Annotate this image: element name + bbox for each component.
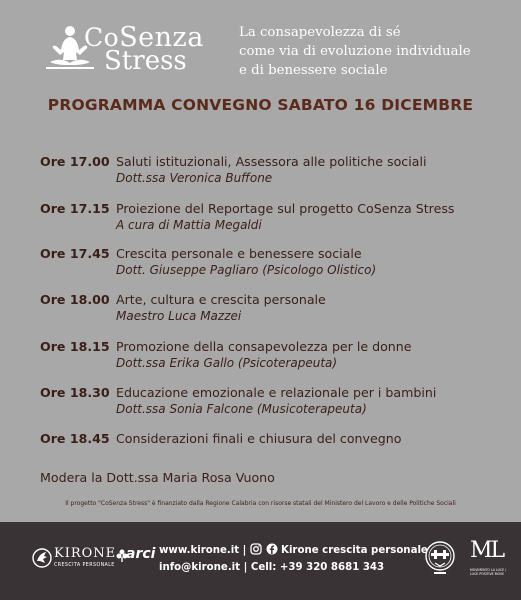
schedule-time: Ore 17.00 bbox=[40, 154, 110, 169]
tagline-line: e di benessere sociale bbox=[239, 63, 388, 78]
schedule-title: Considerazioni finali e chiusura del convegno bbox=[116, 431, 402, 446]
centaur-icon bbox=[32, 547, 52, 569]
schedule-speaker: Dott.ssa Veronica Buffone bbox=[116, 171, 273, 185]
facebook-icon[interactable] bbox=[266, 543, 278, 555]
schedule-title: Proiezione del Reportage sul progetto CoSenza Stress bbox=[116, 201, 455, 216]
header bbox=[0, 0, 521, 90]
schedule-title: Saluti istituzionali, Assessora alle politiche sociali bbox=[116, 154, 427, 169]
social-handle[interactable]: Kirone crescita personale bbox=[281, 545, 428, 556]
tagline-line: La consapevolezza di sé bbox=[239, 25, 401, 40]
kirone-subtitle: CRESCITA PERSONALE bbox=[54, 563, 115, 568]
footer bbox=[0, 522, 521, 600]
ml-logo bbox=[470, 538, 510, 584]
schedule-time: Ore 18.45 bbox=[40, 431, 110, 446]
funding-note: Il progetto "CoSenza Stress" è finanziato dalla Regione Calabria con risorse statali del Ministero del Lavoro e delle Politiche Sociali bbox=[65, 500, 456, 507]
schedule-speaker: A cura di Mattia Megaldi bbox=[116, 218, 262, 232]
schedule-title: Educazione emozionale e relazionale per i bambini bbox=[116, 385, 437, 400]
schedule-title: Crescita personale e benessere sociale bbox=[116, 246, 362, 261]
contact-email-phone[interactable]: info@kirone.it | Cell: +39 320 8681 343 bbox=[159, 562, 385, 573]
ml-subtitle: MOVIMENTO LA LUCE / LUCE POSITIVE MOVE bbox=[470, 568, 507, 576]
schedule-time: Ore 17.45 bbox=[40, 246, 110, 261]
schedule-time: Ore 18.15 bbox=[40, 339, 110, 354]
contacts bbox=[159, 542, 428, 576]
schedule-title: Promozione della consapevolezza per le donne bbox=[116, 339, 412, 354]
schedule-speaker: Dott.ssa Erika Gallo (Psicoterapeuta) bbox=[116, 356, 338, 370]
ml-letters: ML bbox=[470, 538, 504, 563]
program-title: PROGRAMMA CONVEGNO SABATO 16 DICEMBRE bbox=[47, 96, 474, 114]
kirone-name: KIRONE bbox=[54, 546, 117, 561]
contacts-line-1 bbox=[159, 542, 428, 559]
logo-cosenza-text: CoSenza bbox=[84, 22, 204, 53]
kirone-logo bbox=[32, 546, 122, 574]
moderator-line: Modera la Dott.ssa Maria Rosa Vuono bbox=[40, 470, 275, 485]
schedule-time: Ore 18.30 bbox=[40, 385, 110, 400]
coat-of-arms-icon bbox=[424, 539, 456, 577]
tagline-line: come via di evoluzione individuale bbox=[239, 44, 471, 59]
arci-logo bbox=[116, 546, 156, 568]
schedule-time: Ore 18.00 bbox=[40, 292, 110, 307]
schedule-speaker: Maestro Luca Mazzei bbox=[116, 309, 242, 323]
logo-stress-text: Stress bbox=[104, 46, 187, 76]
instagram-icon[interactable] bbox=[250, 543, 262, 555]
cosenza-stress-logo bbox=[44, 22, 214, 78]
schedule-title: Arte, cultura e crescita personale bbox=[116, 292, 326, 307]
arci-text: arci bbox=[126, 546, 156, 562]
tagline bbox=[239, 23, 471, 80]
schedule-speaker: Dott. Giuseppe Pagliaro (Psicologo Olistico) bbox=[116, 263, 377, 277]
schedule-speaker: Dott.ssa Sonia Falcone (Musicoterapeuta) bbox=[116, 402, 367, 416]
website-link[interactable]: www.kirone.it | bbox=[159, 545, 247, 556]
schedule-time: Ore 17.15 bbox=[40, 201, 110, 216]
